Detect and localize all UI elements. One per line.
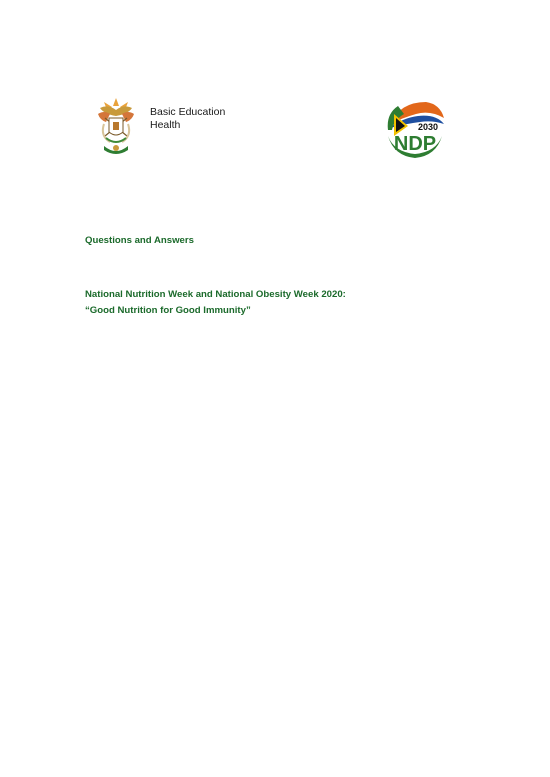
south-africa-coat-of-arms-icon xyxy=(96,96,136,158)
qa-title: Questions and Answers xyxy=(85,235,194,246)
ndp-year-text: 2030 xyxy=(417,122,439,132)
main-title-line-2: “Good Nutrition for Good Immunity” xyxy=(85,305,251,316)
department-health: Health xyxy=(150,119,181,131)
department-names xyxy=(150,106,225,132)
ndp-acronym-text: NDP xyxy=(393,133,437,155)
main-title-line-1: National Nutrition Week and National Obesity Week 2020: xyxy=(85,289,346,300)
department-basic-education: Basic Education xyxy=(150,106,226,118)
ndp-2030-logo-icon xyxy=(380,96,450,160)
